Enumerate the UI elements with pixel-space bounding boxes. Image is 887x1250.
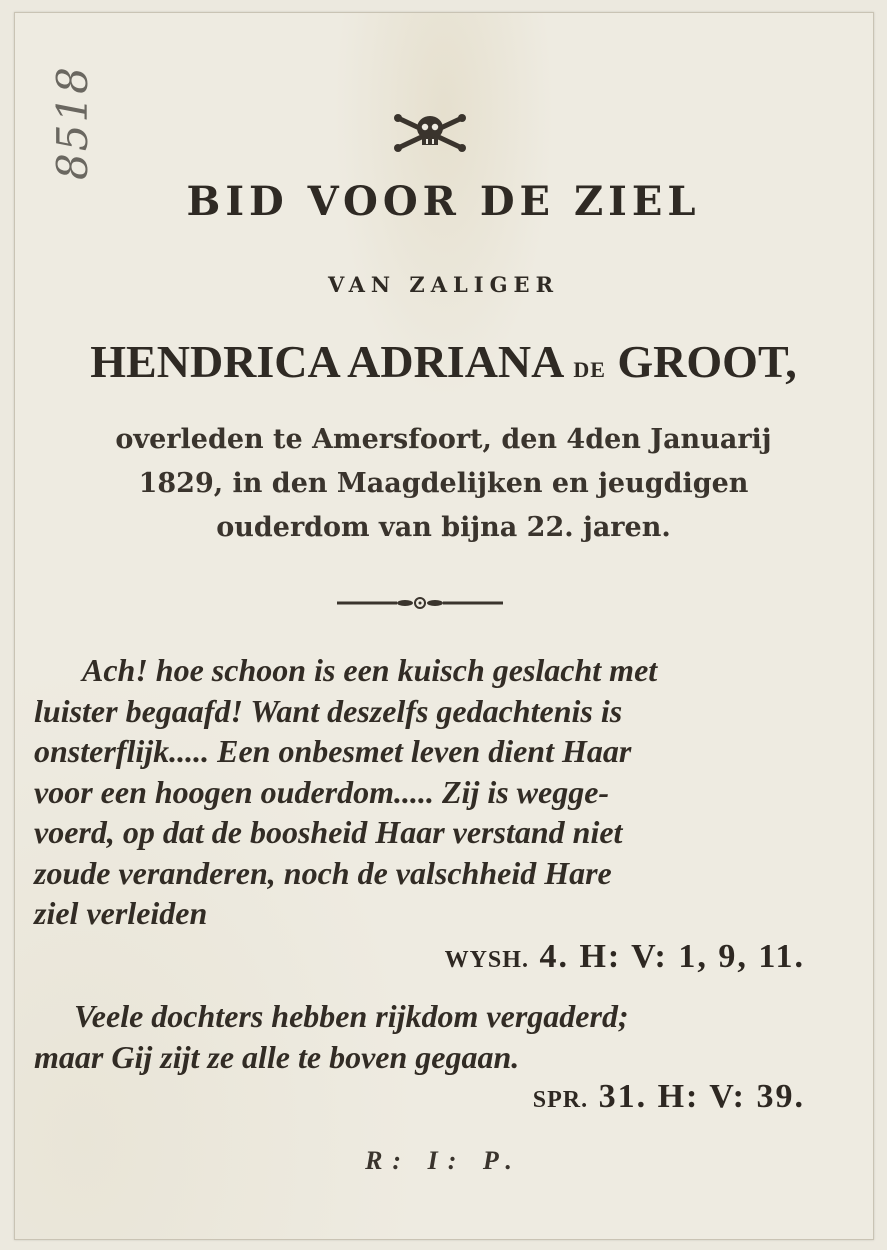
scripture-verse-2 [34, 996, 814, 1077]
catalog-number: 8518 [48, 65, 97, 180]
skull-crossbones-icon [392, 110, 468, 154]
reference-book: WYSH. [444, 947, 529, 973]
scripture-verse-1 [34, 650, 814, 934]
reference-chapter-verse: 31. H: V: 39. [598, 1078, 805, 1115]
verse-line: voerd, op dat de boosheid Haar verstand niet [34, 814, 623, 850]
name-given: HENDRICA ADRIANA [90, 336, 562, 387]
verse-line: voor een hoogen ouderdom..... Zij is wegge- [34, 773, 610, 810]
ornament-divider [337, 594, 503, 612]
closing-rip: R: I: P. [365, 1146, 522, 1175]
verse-line: zoude veranderen, noch de valschheid Hare [34, 854, 612, 891]
card-title: BID VOOR DE ZIEL [186, 178, 701, 225]
deceased-name [0, 335, 887, 388]
verse-line: ziel verleiden [34, 895, 208, 931]
scripture-reference-2 [533, 1078, 805, 1116]
verse-line: Veele dochters hebben rijkdom vergaderd; [74, 998, 629, 1034]
reference-book: SPR. [532, 1087, 589, 1113]
death-info [0, 418, 887, 550]
scripture-reference-1 [445, 938, 805, 976]
name-particle: DE [573, 357, 606, 382]
card-subtitle: VAN ZALIGER [327, 272, 560, 297]
reference-chapter-verse: 4. H: V: 1, 9, 11. [539, 938, 805, 975]
verse-line: onsterflijk..... Een onbesmet leven dient Haar [34, 733, 632, 769]
info-line: 1829, in den Maagdelijken en jeugdigen [138, 468, 749, 499]
info-line: overleden te Amersfoort, den 4den Januarij [115, 424, 772, 455]
name-surname: GROOT, [617, 336, 797, 387]
verse-line: maar Gij zijt ze alle te boven gegaan. [34, 1038, 520, 1075]
verse-line: Ach! hoe schoon is een kuisch geslacht met [82, 652, 658, 688]
info-line: ouderdom van bijna 22. jaren. [216, 512, 671, 543]
verse-line: luister begaafd! Want deszelfs gedachtenis is [34, 692, 623, 729]
